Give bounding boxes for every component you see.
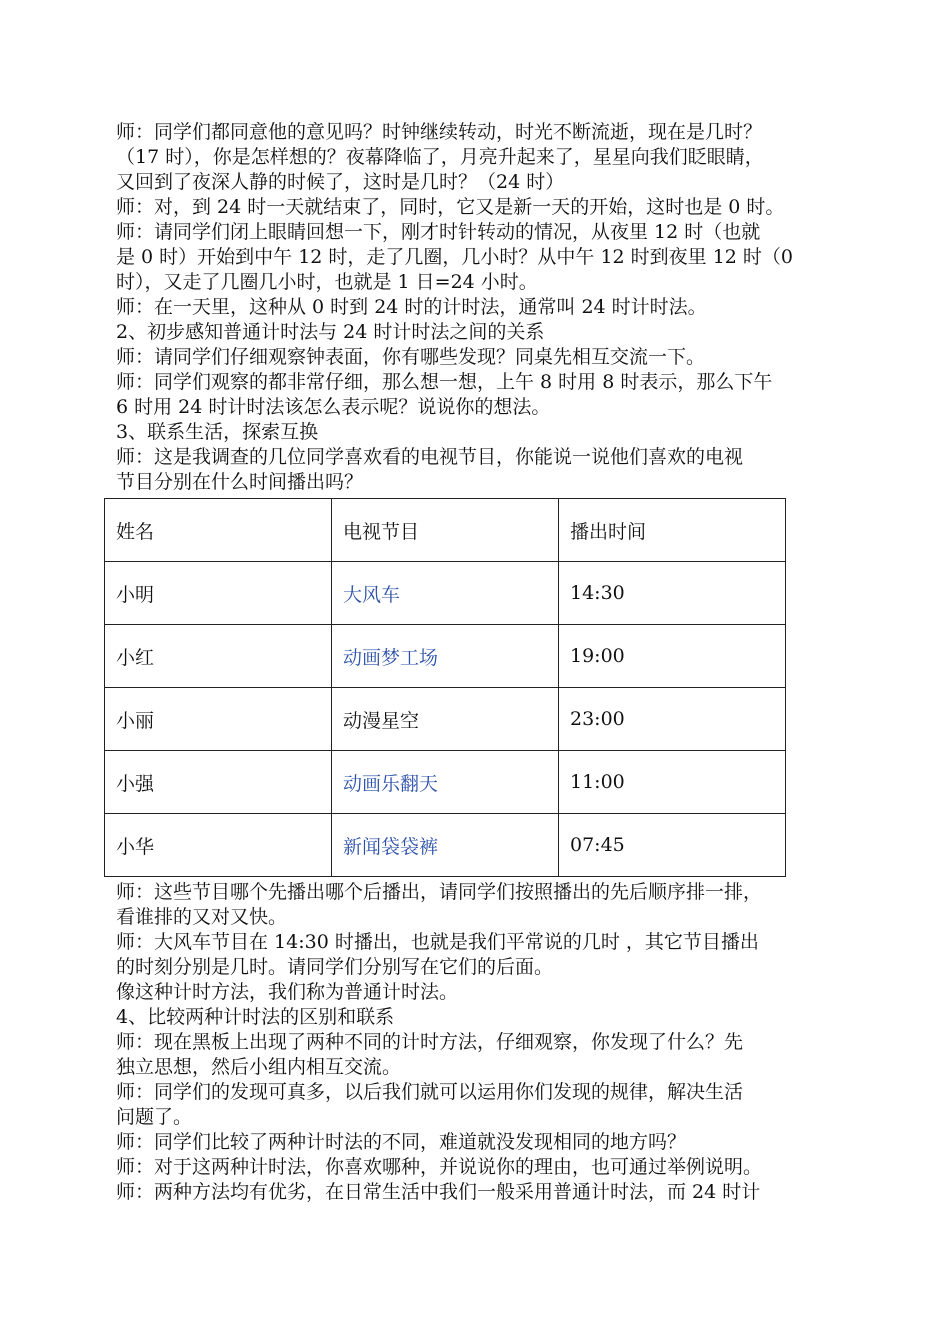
paragraph-line: 的时刻分别是几时。请同学们分别写在它们的后面。 [116,956,554,978]
paragraph-line: 问题了。 [116,1106,193,1128]
paragraph-line: 师：对，到 24 时一天就结束了，同时，它又是新一天的开始，这时也是 0 时。 [116,196,785,218]
cell-program: 动漫星空 [332,688,559,751]
paragraph-line: 6 时用 24 时计时法该怎么表示呢？说说你的想法。 [116,396,551,418]
paragraph-line: 独立思想，然后小组内相互交流。 [116,1056,402,1078]
cell-name: 小丽 [105,688,332,751]
tv-program-table [104,498,786,877]
cell-name: 小强 [105,751,332,814]
column-header-time: 播出时间 [559,499,786,562]
cell-name: 小华 [105,814,332,877]
paragraph-line: 时），又走了几圈几小时，也就是 1 日=24 小时。 [116,271,538,293]
paragraph-line: 节目分别在什么时间播出吗？ [116,471,364,493]
cell-name: 小明 [105,562,332,625]
cell-program-link[interactable]: 动画乐翻天 [332,751,559,814]
text-block-after [116,880,846,1205]
paragraph-line: 师：现在黑板上出现了两种不同的计时方法，仔细观察，你发现了什么？先 [116,1031,744,1053]
cell-program-link[interactable]: 新闻袋袋裤 [332,814,559,877]
cell-time: 14:30 [559,562,786,625]
cell-program-link[interactable]: 大风车 [332,562,559,625]
paragraph-line: 师：在一天里，这种从 0 时到 24 时的计时法，通常叫 24 时计时法。 [116,296,707,318]
paragraph-line: 师：对于这两种计时法，你喜欢哪种，并说说你的理由，也可通过举例说明。 [116,1156,763,1178]
section-heading: 4、比较两种计时法的区别和联系 [116,1006,395,1028]
paragraph-line: 师：请同学们仔细观察钟表面，你有哪些发现？同桌先相互交流一下。 [116,346,706,368]
table-row [105,688,786,751]
paragraph-line: 师：同学们的发现可真多，以后我们就可以运用你们发现的规律，解决生活 [116,1081,744,1103]
column-header-program: 电视节目 [332,499,559,562]
paragraph-line: 师：这些节目哪个先播出哪个后播出，请同学们按照播出的先后顺序排一排， [116,881,763,903]
section-heading: 3、联系生活，探索互换 [116,421,319,443]
table-header-row [105,499,786,562]
table-row [105,625,786,688]
cell-time: 23:00 [559,688,786,751]
cell-time: 11:00 [559,751,786,814]
paragraph-line: 像这种计时方法，我们称为普通计时法。 [116,981,459,1003]
paragraph-line: 师：大风车节目在 14:30 时播出，也就是我们平常说的几时 ，其它节目播出 [116,931,759,953]
cell-time: 19:00 [559,625,786,688]
cell-name: 小红 [105,625,332,688]
paragraph-line: 看谁排的又对又快。 [116,906,288,928]
paragraph-line: 师：同学们都同意他的意见吗？时钟继续转动，时光不断流逝，现在是几时？ [116,121,763,143]
paragraph-line: 师：请同学们闭上眼睛回想一下，刚才时针转动的情况，从夜里 12 时（也就 [116,221,761,243]
table-row [105,562,786,625]
paragraph-line: 师：两种方法均有优劣，在日常生活中我们一般采用普通计时法，而 24 时计 [116,1181,761,1203]
paragraph-line: 师：同学们比较了两种计时法的不同，难道就没发现相同的地方吗？ [116,1131,687,1153]
paragraph-line: 师：这是我调查的几位同学喜欢看的电视节目，你能说一说他们喜欢的电视 [116,446,744,468]
cell-time: 07:45 [559,814,786,877]
paragraph-line: （17 时），你是怎样想的？夜幕降临了，月亮升起来了，星星向我们眨眼睛， [116,146,764,168]
paragraph-line: 又回到了夜深人静的时候了，这时是几时？（24 时） [116,171,565,193]
paragraph-line: 是 0 时）开始到中午 12 时，走了几圈，几小时？从中午 12 时到夜里 12 时（0 [116,246,794,268]
text-block-before [116,120,846,495]
column-header-name: 姓名 [105,499,332,562]
paragraph-line: 师：同学们观察的都非常仔细，那么想一想，上午 8 时用 8 时表示，那么下午 [116,371,773,393]
document-page [116,120,846,1205]
cell-program-link[interactable]: 动画梦工场 [332,625,559,688]
table-row [105,814,786,877]
table-row [105,751,786,814]
section-heading: 2、初步感知普通计时法与 24 时计时法之间的关系 [116,321,545,343]
